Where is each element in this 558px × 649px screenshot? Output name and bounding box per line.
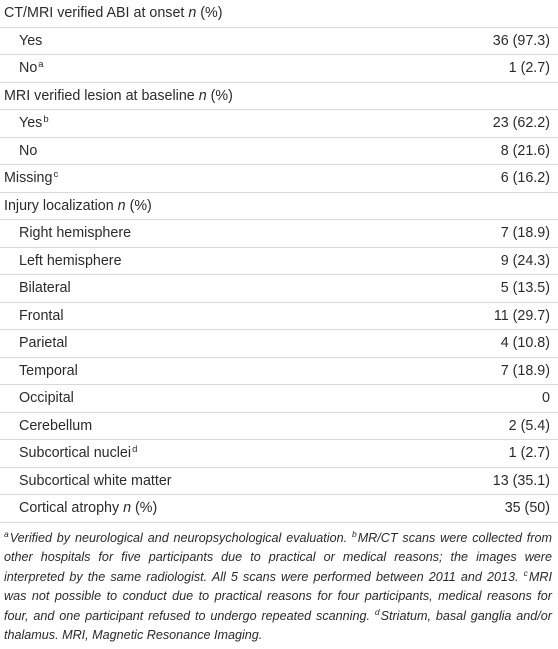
- row-label-text: No: [19, 60, 38, 76]
- row-label-text: Bilateral: [19, 280, 71, 296]
- footnote-marker: b: [351, 528, 357, 539]
- row-label-text: Temporal: [19, 362, 78, 379]
- table-row: [0, 468, 558, 496]
- row-label-suffix: (%): [125, 197, 152, 214]
- row-label-suffix: (%): [206, 87, 233, 104]
- footnote-text: Striatum, basal ganglia and/or thalamus. MRI, Magnetic Resonance Imaging.: [4, 608, 552, 642]
- row-label-text: Subcortical white matter: [19, 472, 172, 489]
- row-label-text: Left hemisphere: [19, 252, 122, 269]
- row-label: [19, 138, 37, 166]
- table-group-row: [0, 83, 558, 111]
- row-label-text: Missing: [4, 170, 53, 186]
- row-label-text: Frontal: [19, 307, 64, 324]
- table-group-row: [0, 165, 558, 193]
- table-group-row: [0, 193, 558, 221]
- table-row: [0, 138, 558, 166]
- row-label: [19, 468, 172, 496]
- row-label-text: Cerebellum: [19, 417, 93, 434]
- row-label: [19, 55, 44, 83]
- row-label: [19, 275, 71, 303]
- row-label-italic: n: [188, 5, 197, 21]
- row-label: [4, 0, 223, 28]
- row-value: 2 (5.4): [508, 417, 550, 434]
- row-label: [4, 165, 58, 193]
- table-row: [0, 110, 558, 138]
- row-label: [19, 495, 157, 523]
- table-row: [0, 275, 558, 303]
- table-row: [0, 303, 558, 331]
- row-value: 23 (62.2): [492, 115, 550, 131]
- footnote-marker: b: [43, 114, 49, 125]
- footnote-marker: c: [523, 567, 528, 578]
- row-label-suffix: (%): [196, 5, 223, 21]
- row-value: 1 (2.7): [508, 445, 550, 461]
- row-value: 13 (35.1): [492, 472, 550, 489]
- row-label: [19, 358, 78, 386]
- table-row: [0, 330, 558, 358]
- table-row: [0, 495, 558, 523]
- row-label-text: Subcortical nuclei: [19, 445, 132, 461]
- row-label-italic: n: [198, 87, 207, 104]
- row-label-text: No: [19, 142, 38, 159]
- row-label-text: Occipital: [19, 390, 74, 406]
- row-label: [19, 220, 131, 248]
- row-label: [19, 440, 137, 468]
- row-label-text: Yes: [19, 32, 43, 49]
- row-label: [19, 413, 92, 441]
- row-value: 4 (10.8): [500, 335, 550, 351]
- row-value: 7 (18.9): [500, 362, 550, 379]
- table-row: [0, 385, 558, 413]
- row-value: 1 (2.7): [508, 60, 550, 76]
- row-value: 36 (97.3): [492, 32, 550, 49]
- row-label: [19, 385, 74, 413]
- row-label: [19, 330, 67, 358]
- row-value: 0: [542, 390, 550, 406]
- row-label: [4, 193, 152, 221]
- table-row: [0, 55, 558, 83]
- row-label-text: Parietal: [19, 335, 68, 351]
- table-footnote: [0, 523, 558, 646]
- footnote-marker: d: [132, 444, 138, 455]
- row-label: [19, 248, 122, 276]
- row-label-text: Injury localization: [4, 197, 118, 214]
- row-label-text: MRI verified lesion at baseline: [4, 87, 199, 104]
- table-row: [0, 248, 558, 276]
- footnote-text: MR/CT scans were collected from other hospitals for five participants due to practical or medical reasons; the images were interpreted by the same radiologist. All 5 scans were performed between 2011 and 2013.: [4, 530, 552, 584]
- footnote-text: MRI was not possible to conduct due to practical reasons for four participants, medical reasons for four, and one participant refused to undergo repeated scanning.: [4, 569, 552, 623]
- row-value: 5 (13.5): [500, 280, 550, 296]
- row-value: 7 (18.9): [500, 225, 550, 241]
- footnote-marker: a: [38, 59, 44, 70]
- row-label-text: Cortical atrophy: [19, 500, 124, 516]
- row-label-italic: n: [123, 500, 132, 516]
- row-label-text: CT/MRI verified ABI at onset: [4, 5, 189, 21]
- table-group-row: [0, 0, 558, 28]
- footnote-marker: a: [4, 528, 9, 539]
- row-label-italic: n: [117, 197, 126, 214]
- row-value: 6 (16.2): [500, 170, 550, 186]
- row-label: [4, 83, 233, 111]
- row-label-text: Right hemisphere: [19, 225, 132, 241]
- row-value: 11 (29.7): [493, 307, 550, 324]
- table-row: [0, 220, 558, 248]
- table-row: [0, 413, 558, 441]
- row-value: 8 (21.6): [500, 142, 550, 159]
- row-label: [19, 110, 49, 138]
- table-row: [0, 358, 558, 386]
- row-label-suffix: (%): [131, 500, 158, 516]
- row-label-text: Yes: [19, 115, 43, 131]
- row-label: [19, 303, 64, 331]
- row-value: 9 (24.3): [500, 252, 550, 269]
- table-row: [0, 440, 558, 468]
- footnote-text: Verified by neurological and neuropsychological evaluation.: [9, 530, 352, 545]
- row-label: [19, 28, 42, 56]
- table-row: [0, 28, 558, 56]
- row-value: 35 (50): [504, 500, 550, 516]
- footnote-marker: d: [374, 606, 380, 617]
- footnote-marker: c: [53, 169, 59, 180]
